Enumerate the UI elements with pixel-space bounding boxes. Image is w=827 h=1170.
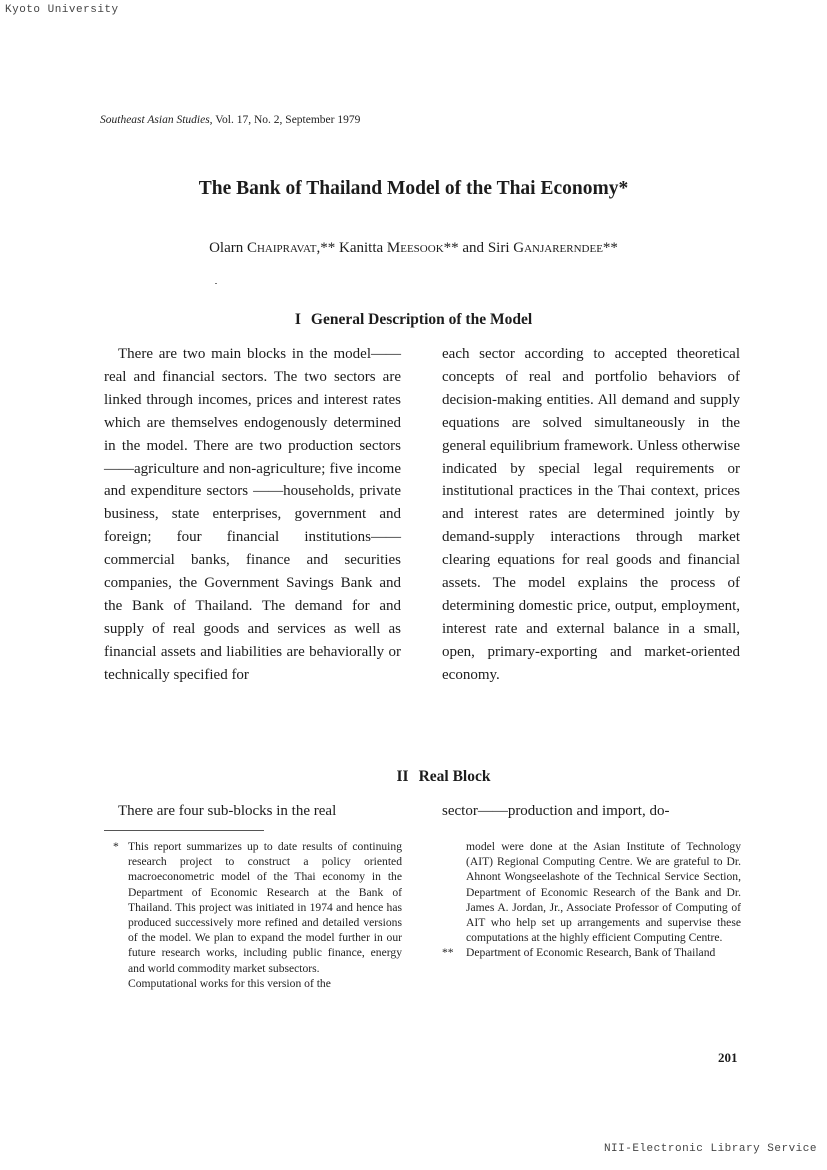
author-2-mark: ** and	[443, 240, 488, 256]
page-number: 201	[718, 1050, 738, 1065]
footer-service: NII-Electronic Library Service	[603, 1143, 817, 1155]
footnote-double-star-mark: **	[442, 946, 454, 960]
section-2-paragraph-left: There are four sub-blocks in the real	[118, 803, 337, 819]
journal-name: Southeast Asian Studies,	[100, 114, 213, 126]
header-institution: Kyoto University	[5, 4, 119, 16]
author-3-last: Ganjarerndee	[513, 240, 603, 256]
author-1-first: Olarn	[209, 240, 247, 256]
author-2-last: Meesook	[386, 240, 444, 256]
author-3-mark: **	[602, 240, 618, 256]
footnote-double-star-text: Department of Economic Research, Bank of Thailand	[466, 946, 716, 960]
section-1-title: General Description of the Model	[310, 311, 533, 328]
footnotes-right	[442, 839, 741, 961]
footnote-star-continued: model were done at the Asian Institute of Technology (AIT) Regional Computing Centre. We are grateful to Dr. Ahnont Wongseelashote of the Technical Service Section, Department of Economic Research of the Bank and Dr. James A. Jordan, Jr., Associate Professor of Computing of AIT who help set up arrangements and supervise these computations at the highly efficient Computing Centre.	[466, 840, 741, 945]
footnotes-left	[104, 839, 402, 991]
scan-speck	[215, 283, 217, 284]
footnote-star-text: This report summarizes up to date results of continuing research project to construct a policy oriented macroeconometric model of the Thai economy in the Department of Economic Research at the Bank of Thailand. This project was initiated in 1974 and hence has produced successively more refined and detailed versions of the model. We plan to expand the model further in our future research works, including public finance, energy and world commodity market subsectors.	[128, 840, 402, 975]
footnote-double-star	[442, 945, 741, 960]
footnote-star-mark: *	[113, 840, 119, 853]
author-list	[0, 240, 827, 257]
author-1-mark: ,**	[316, 240, 339, 256]
footnote-star-text-2: Computational works for this version of the	[128, 976, 331, 990]
author-3-first: Siri	[487, 240, 514, 256]
section-2-left-column	[104, 800, 401, 823]
author-2-first: Kanitta	[339, 240, 387, 256]
section-1-number: I	[294, 311, 301, 328]
section-2-right-column	[442, 800, 740, 823]
journal-citation	[100, 114, 360, 126]
author-1-last: Chaipravat	[246, 240, 317, 256]
section-2-title: Real Block	[418, 768, 491, 785]
section-2-paragraph-right: sector——production and import, do-	[442, 803, 670, 819]
footnote-rule	[104, 830, 264, 831]
section-1-paragraph-right: each sector according to accepted theoretical concepts of real and portfolio behaviors of decision-making entities. All demand and supply equations are solved simultaneously in the general equilibrium framework. Unless otherwise indicated by special legal requirements or institutional practices in the Thai context, prices and interest rates are determined jointly by demand-supply interactions through market clearing equations for real goods and financial assets. The model explains the process of determining domestic price, output, employment, interest rate and external balance in a small, open, primary-exporting and market-oriented economy.	[442, 346, 740, 683]
journal-issue: Vol. 17, No. 2, September 1979	[212, 114, 361, 126]
section-2-number: II	[396, 768, 409, 785]
section-1-heading	[0, 311, 827, 329]
section-1-left-column	[104, 343, 401, 687]
section-1-right-column	[442, 343, 740, 687]
paper-title: The Bank of Thailand Model of the Thai Economy*	[198, 178, 629, 199]
footnote-star	[104, 839, 402, 976]
section-2-heading	[30, 768, 827, 786]
section-1-paragraph-left: There are two main blocks in the model——real and financial sectors. The two sectors are linked through incomes, prices and interest rates which are themselves endogenously determined in the model. There are two production sectors——agriculture and non-agriculture; five income and expenditure sectors ——households, private business, state enterprises, government and foreign; four financial institutions——commercial banks, finance and securities companies, the Government Savings Bank and the Bank of Thailand. The demand for and supply of real goods and services as well as financial assets and liabilities are behaviorally or technically specified for	[104, 346, 401, 683]
